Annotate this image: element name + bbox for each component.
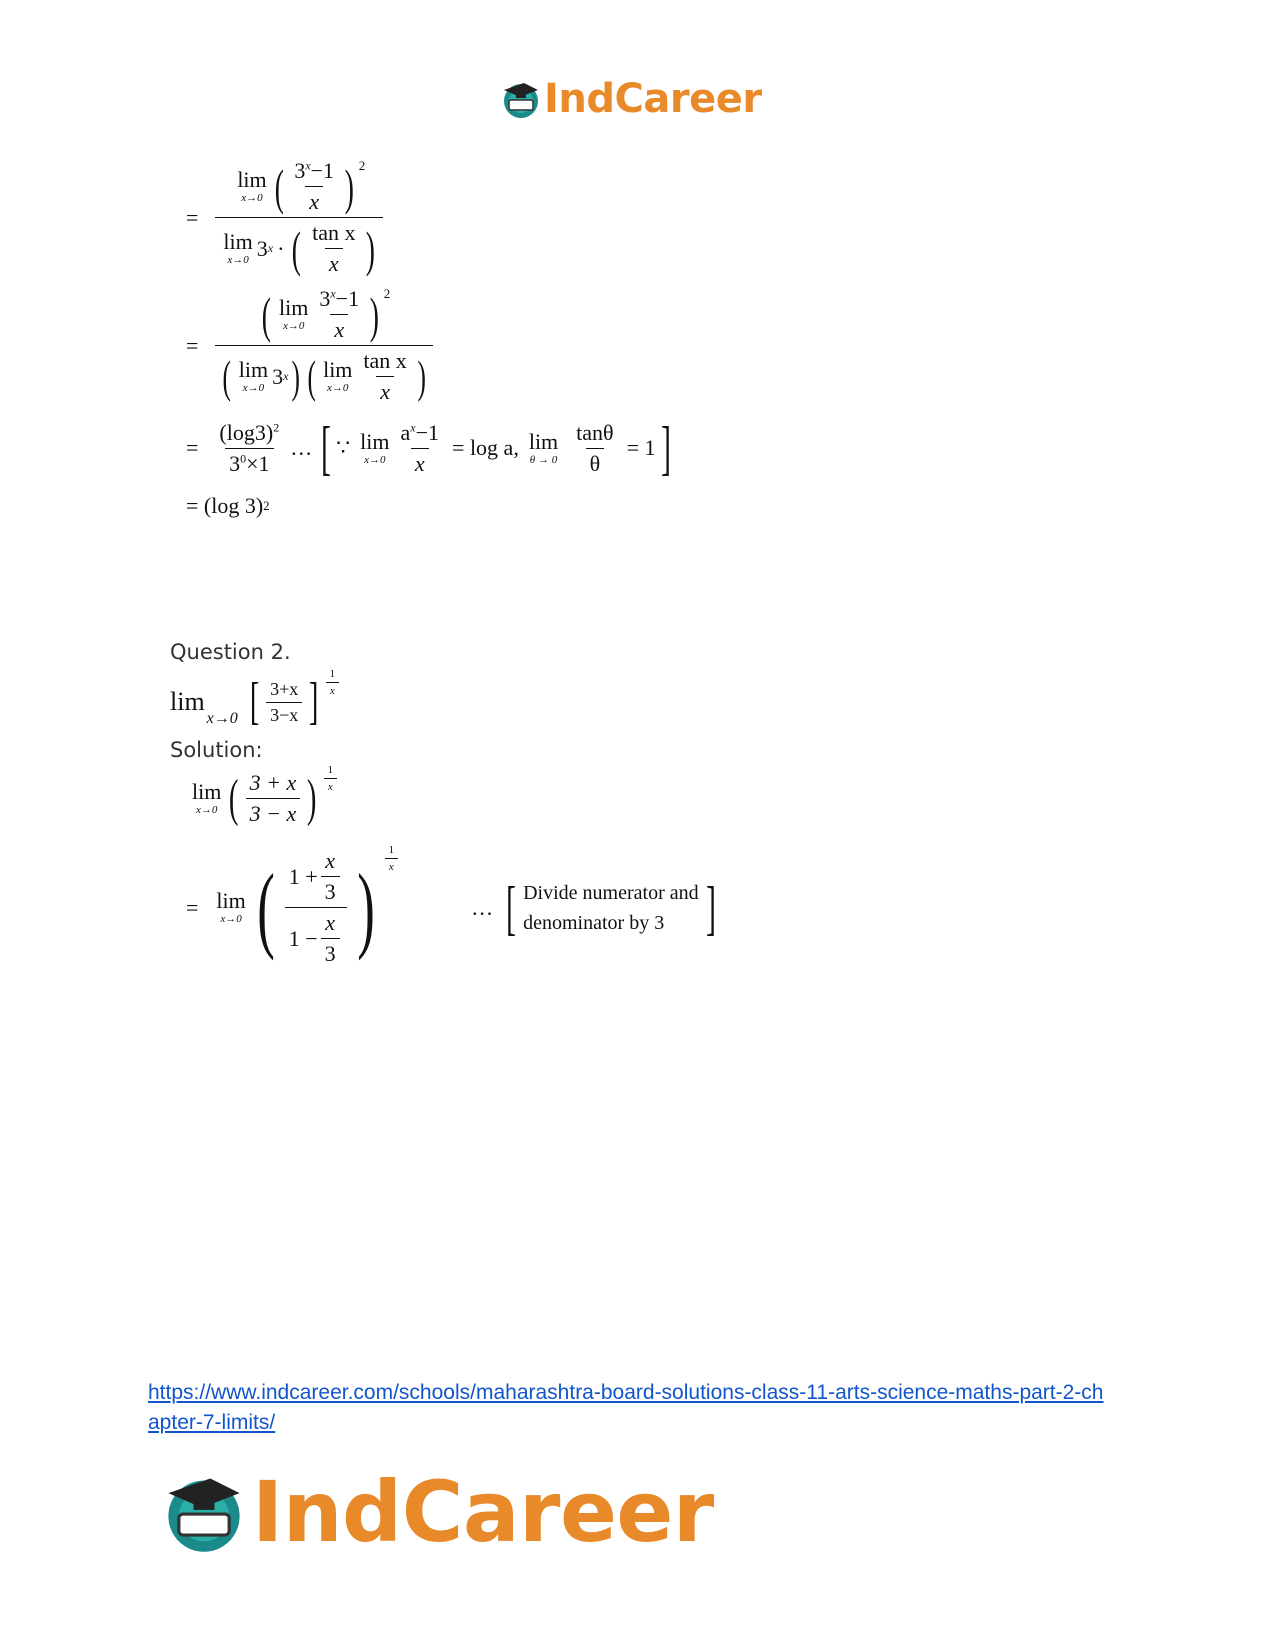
logo-text: Ind xyxy=(252,1463,402,1561)
graduation-cap-globe-icon xyxy=(160,1468,248,1556)
note-line-2: denominator by 3 xyxy=(523,911,665,934)
solution-line-2: = lim x→0 ( 1 + $\frac{x}{3}$ 1 − $\frac{x}{3}$ ) $\frac{1}{x}$ … [ Divide numerator and denominator by 3 ] xyxy=(186,844,716,966)
solution-label: Solution: xyxy=(170,738,263,762)
logo-text: Career xyxy=(614,76,762,122)
math-line-1: = lim x→0 ( $\frac{3^x-1}{x}$ ) 2 lim x→0 3 x · ( $\frac{\text{tan x}}{x}$ ) xyxy=(186,158,386,277)
solution-line-1: lim x→0 ( $\frac{3 + x}{3 - x}$ ) $\frac{1}{x}$ xyxy=(188,770,340,827)
question-expression: lim x→0 [ $\frac{3+x}{3-x}$ ] $\frac{1}{x}$ xyxy=(170,676,342,728)
logo-text: Ind xyxy=(544,76,615,122)
math-line-4: = (log 3) 2 xyxy=(186,493,270,518)
header-logo xyxy=(500,78,762,120)
logo-text: Career xyxy=(401,1463,714,1561)
note-line-1: Divide numerator and xyxy=(523,881,699,904)
question-label: Question 2. xyxy=(170,640,291,664)
graduation-cap-globe-icon xyxy=(500,78,542,120)
footer-logo xyxy=(160,1463,714,1561)
footer-link[interactable]: https://www.indcareer.com/schools/maharashtra-board-solutions-class-11-arts-science-maths-part-2-chapter-7-limits/ xyxy=(148,1381,1104,1434)
math-line-2: = ( lim x→0 $\frac{3^x-1}{x}$ ) 2 ( lim x→0 3 x ) ( lim x→0 $\frac{\text{tan x}}{x}$ ) xyxy=(186,286,436,405)
math-line-3: = $\frac{(\log 3)^2}{3^0\times 1}$ … [ ∵ lim x→0 $\frac{a^x-1}{x}$ = log a, lim θ → 0 $\frac{\tan\theta}{\theta}$ = 1 ] xyxy=(186,415,671,481)
